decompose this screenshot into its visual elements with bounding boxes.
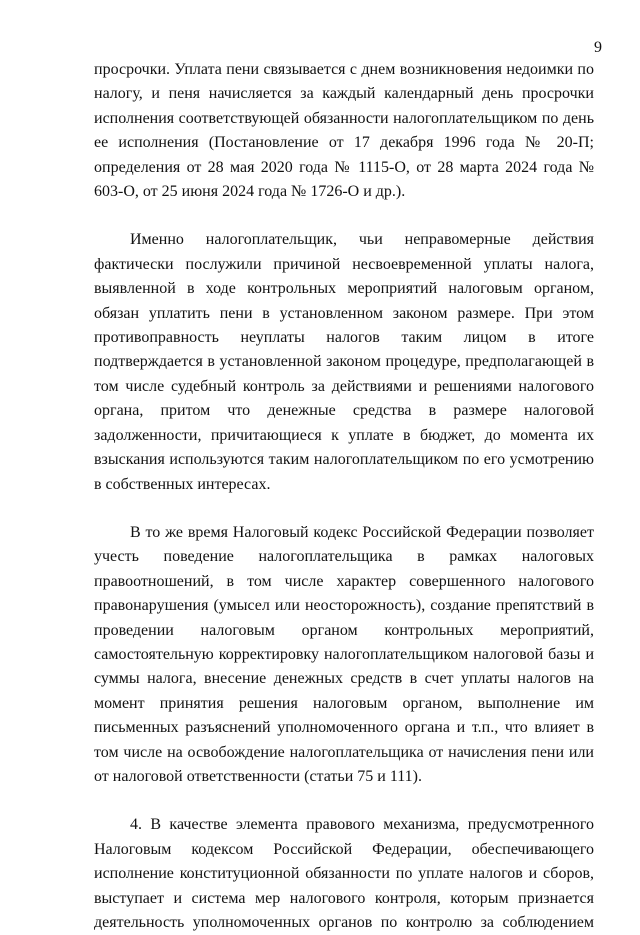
paragraph-3: В то же время Налоговый кодекс Российской Федерации позволяет учесть поведение налогоплательщика в рамках налоговых правоотношений, в том числе характер совершенного налогового правонарушения (умысел или неосторожность), создание препятствий в проведении налоговым органом контрольных мероприятий, самостоятельную корректировку налогоплательщиком налоговой базы и суммы налога, внесение денежных средств в счет уплаты налогов на момент принятия решения налоговым органом, выполнение им письменных разъяснений уполномоченного органа и т.п., что влияет в том числе на освобождение налогоплательщика от начисления пени или от налоговой ответственности (статьи 75 и 111). [94,523,594,785]
paragraph-4: 4. В качестве элемента правового механизма, предусмотренного Налоговым кодексом Российской Федерации, обеспечивающего исполнение конституционной обязанности по уплате налогов и сборов, выступает и система мер налогового контроля, которым признается деятельность уполномоченных органов по контролю за соблюдением [94,816,594,931]
document-body [94,58,594,935]
paragraph-2: Именно налогоплательщик, чьи неправомерные действия фактически послужили причиной несвоевременной уплаты налога, выявленной в ходе контрольных мероприятий налоговым органом, обязан уплатить пени в установленном законом размере. При этом противоправность неуплаты налогов таким лицом в итоге подтверждается в установленной законом процедуре, предполагающей в том числе судебный контроль за действиями и решениями налогового органа, притом что денежные средства в размере налоговой задолженности, причитающиеся к уплате в бюджет, до момента их взыскания используются таким налогоплательщиком по его усмотрению в собственных интересах. [94,231,594,493]
paragraph-1: просрочки. Уплата пени связывается с днем возникновения недоимки по налогу, и пеня начисляется за каждый календарный день просрочки исполнения соответствующей обязанности налогоплательщиком по день ее исполнения (Постановление от 17 декабря 1996 года № 20-П; определения от 28 мая 2020 года № 1115-О, от 28 марта 2024 года № 603-О, от 25 июня 2024 года № 1726-О и др.). [94,61,594,201]
page-number: 9 [594,39,602,56]
